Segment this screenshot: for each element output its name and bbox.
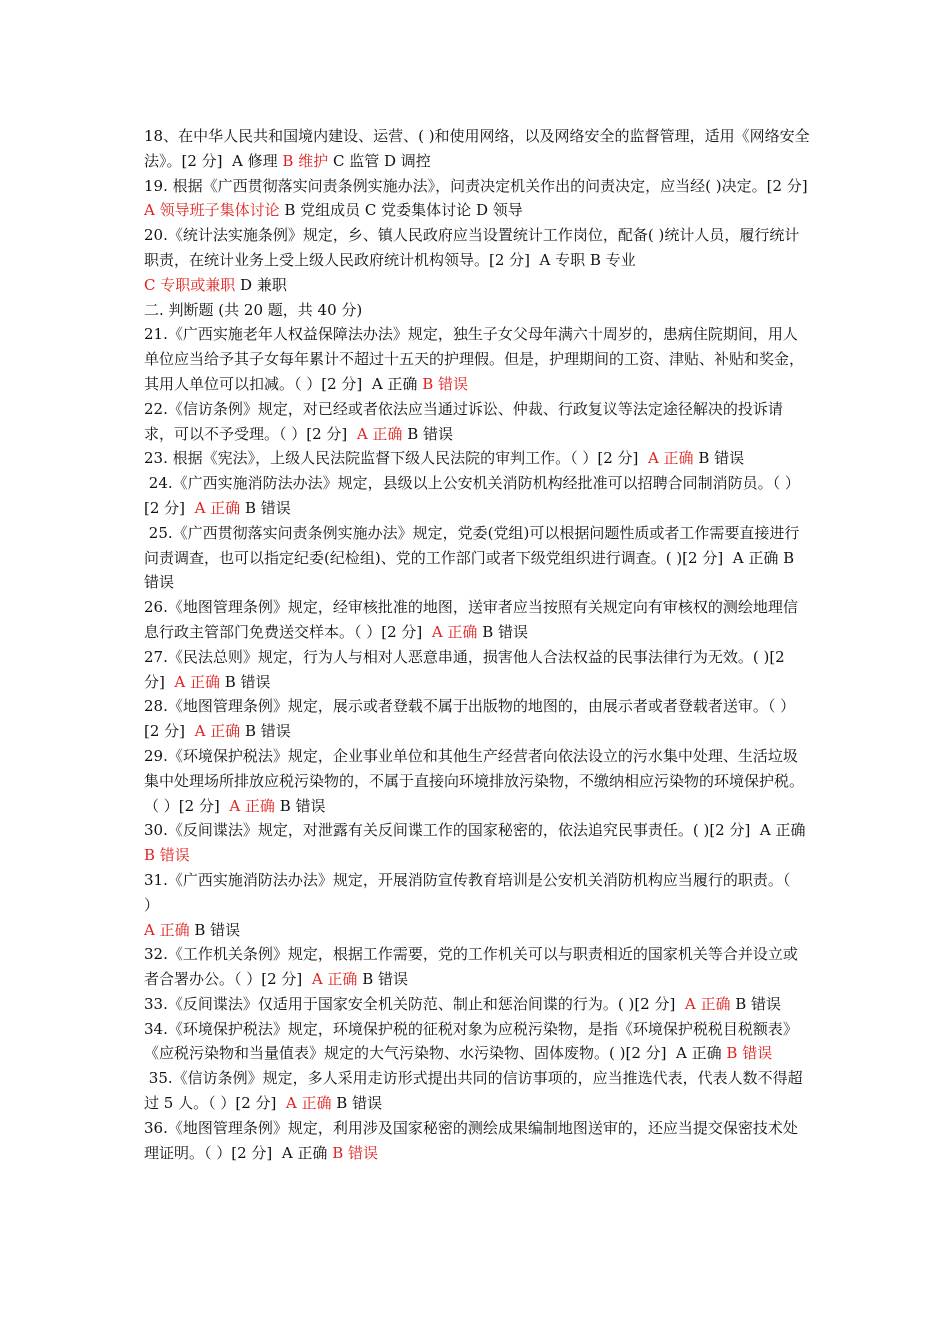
answer-highlight: A 正确 (356, 424, 403, 443)
question-text: 20.《统计法实施条例》规定，乡、镇人民政府应当设置统计工作岗位，配备( )统计人员，履行统计职责，在统计业务上受上级人民政府统计机构领导。[2 分] A 专职 B 专业 (144, 226, 800, 269)
question-text: B 错误 (240, 722, 291, 741)
question-text: 29.《环境保护税法》规定，企业事业单位和其他生产经营者向依法设立的污水集中处理、生活垃圾集中处理场所排放应税污染物的，不属于直接向环境排放污染物，不缴纳相应污染物的环境保护税。（ ）[2 分] (144, 746, 805, 815)
question-item (144, 992, 810, 1017)
answer-highlight: A 正确 (144, 920, 190, 939)
question-text: 32.《工作机关条例》规定，根据工作需要，党的工作机关可以与职责相近的国家机关等合并设立或者合署办公。（ ）[2 分] (144, 945, 798, 989)
question-text: 34.《环境保护税法》规定，环境保护税的征税对象为应税污染物，是指《环境保护税税目税额表》《应税污染物和当量值表》规定的大气污染物、水污染物、固体废物。( )[2 分] A 正确 (144, 1019, 798, 1063)
answer-highlight: A 正确 (431, 622, 478, 641)
question-item (144, 1116, 810, 1166)
question-text: 28.《地图管理条例》规定，展示或者登载不属于出版物的地图的，由展示者或者登载者送审。（ ） [2 分] (144, 697, 805, 741)
answer-highlight: B 维护 (282, 151, 329, 170)
question-text: 18、在中华人民共和国境内建设、运营、( )和使用网络，以及网络安全的监督管理，适用《网络安全法》。[2 分] A 修理 (144, 127, 810, 170)
question-text: 31.《广西实施消防法办法》规定，开展消防宣传教育培训是公安机关消防机构应当履行的职责。（ ） (144, 870, 796, 914)
question-text: B 错误 (331, 1094, 383, 1113)
answer-highlight: B 错误 (332, 1143, 378, 1162)
answer-highlight: A 正确 (684, 994, 731, 1013)
question-text: 21.《广西实施老年人权益保障法办法》规定，独生子女父母年满六十周岁的，患病住院期间，用人单位应当给予其子女每年累计不超过十五天的护理假。但是，护理期间的工资、津贴、补贴和奖金，其用人单位可以扣减。（ ）[2 分] A 正确 (144, 325, 805, 393)
question-text: B 错误 (220, 672, 271, 691)
question-item (144, 818, 810, 868)
question-text: 26.《地图管理条例》规定，经审核批准的地图，送审者应当按照有关规定向有审核权的测绘地理信息行政主管部门免费送交样本。（ ）[2 分] (144, 598, 798, 641)
question-text: B 错误 (189, 920, 241, 939)
answer-highlight: A 正确 (285, 1094, 332, 1113)
question-item (144, 521, 810, 595)
question-text: 19. 根据《广西贯彻落实问责条例实施办法》，问责决定机关作出的问责决定，应当经( )决定。[2 分] (144, 176, 818, 195)
question-text: 23. 根据《宪法》，上级人民法院监督下级人民法院的审判工作。（ ）[2 分] (144, 449, 648, 468)
document-body (144, 124, 818, 1165)
question-text: B 错误 (477, 622, 528, 641)
question-text: B 错误 (730, 994, 782, 1013)
question-text: C 监管 D 调控 (328, 151, 431, 170)
question-text: B 错误 (402, 424, 453, 443)
question-text: 30.《反间谍法》规定，对泄露有关反间谍工作的国家秘密的，依法追究民事责任。( )[2 分] A 正确 (144, 821, 811, 840)
question-item (144, 1066, 810, 1116)
question-text: 25.《广西贯彻落实问责条例实施办法》规定，党委(党组)可以根据问题性质或者工作需要直接进行问责调查，也可以指定纪委(纪检组)、党的工作部门或者下级党组织进行调查。( )[2 分] A 正确 B 错误 (144, 523, 800, 592)
question-text: 33.《反间谍法》仅适用于国家安全机关防范、制止和惩治间谍的行为。( )[2 分] (144, 994, 685, 1013)
question-text: 27.《民法总则》规定，行为人与相对人恶意串通，损害他人合法权益的民事法律行为无效。( )[2 分] (144, 647, 790, 691)
question-item (144, 446, 810, 471)
question-item (144, 744, 810, 818)
question-item (144, 174, 818, 224)
question-text: 36.《地图管理条例》规定，利用涉及国家秘密的测绘成果编制地图送审的，还应当提交保密技术处理证明。（ ）[2 分] A 正确 (144, 1118, 798, 1162)
question-item (144, 942, 810, 992)
answer-highlight: A 领导班子集体讨论 (144, 201, 280, 220)
question-text: B 错误 (693, 449, 745, 468)
question-item (144, 397, 810, 447)
question-text: D 兼职 (235, 275, 287, 294)
answer-highlight: A 正确 (194, 498, 241, 517)
question-text: B 错误 (240, 498, 291, 517)
question-item (144, 694, 810, 744)
question-text: B 党组成员 C 党委集体讨论 D 领导 (279, 201, 523, 220)
answer-highlight: B 错误 (726, 1044, 773, 1063)
answer-highlight: A 正确 (174, 672, 220, 691)
answer-highlight: C 专职或兼职 (144, 275, 236, 294)
question-text: B 错误 (274, 796, 326, 815)
question-text: 35.《信访条例》规定，多人采用走访形式提出共同的信访事项的，应当推选代表，代表人数不得超过 5 人。（ ）[2 分] (144, 1069, 803, 1113)
question-text: 22.《信访条例》规定，对已经或者依法应当通过诉讼、仲裁、行政复议等法定途径解决的投诉请求，可以不予受理。（ ）[2 分] (144, 399, 783, 443)
question-text: B 错误 (357, 970, 408, 989)
question-item (144, 1017, 810, 1067)
answer-highlight: A 正确 (311, 970, 358, 989)
question-item (144, 322, 810, 396)
question-item (144, 223, 810, 297)
question-item (144, 471, 810, 521)
question-item (144, 124, 810, 174)
answer-highlight: A 正确 (647, 449, 694, 468)
question-text: 24.《广西实施消防法办法》规定，县级以上公安机关消防机构经批准可以招聘合同制消防员。（ ） [2 分] (144, 474, 810, 517)
answer-highlight: B 错误 (144, 846, 190, 865)
answer-highlight: A 正确 (194, 722, 241, 741)
answer-highlight: A 正确 (229, 796, 275, 815)
question-item (144, 868, 810, 942)
question-item (144, 595, 810, 645)
question-text: 二. 判断题 (共 20 题，共 40 分) (144, 300, 363, 319)
answer-highlight: B 错误 (422, 374, 468, 393)
question-item (144, 645, 810, 695)
section-heading (144, 298, 810, 323)
